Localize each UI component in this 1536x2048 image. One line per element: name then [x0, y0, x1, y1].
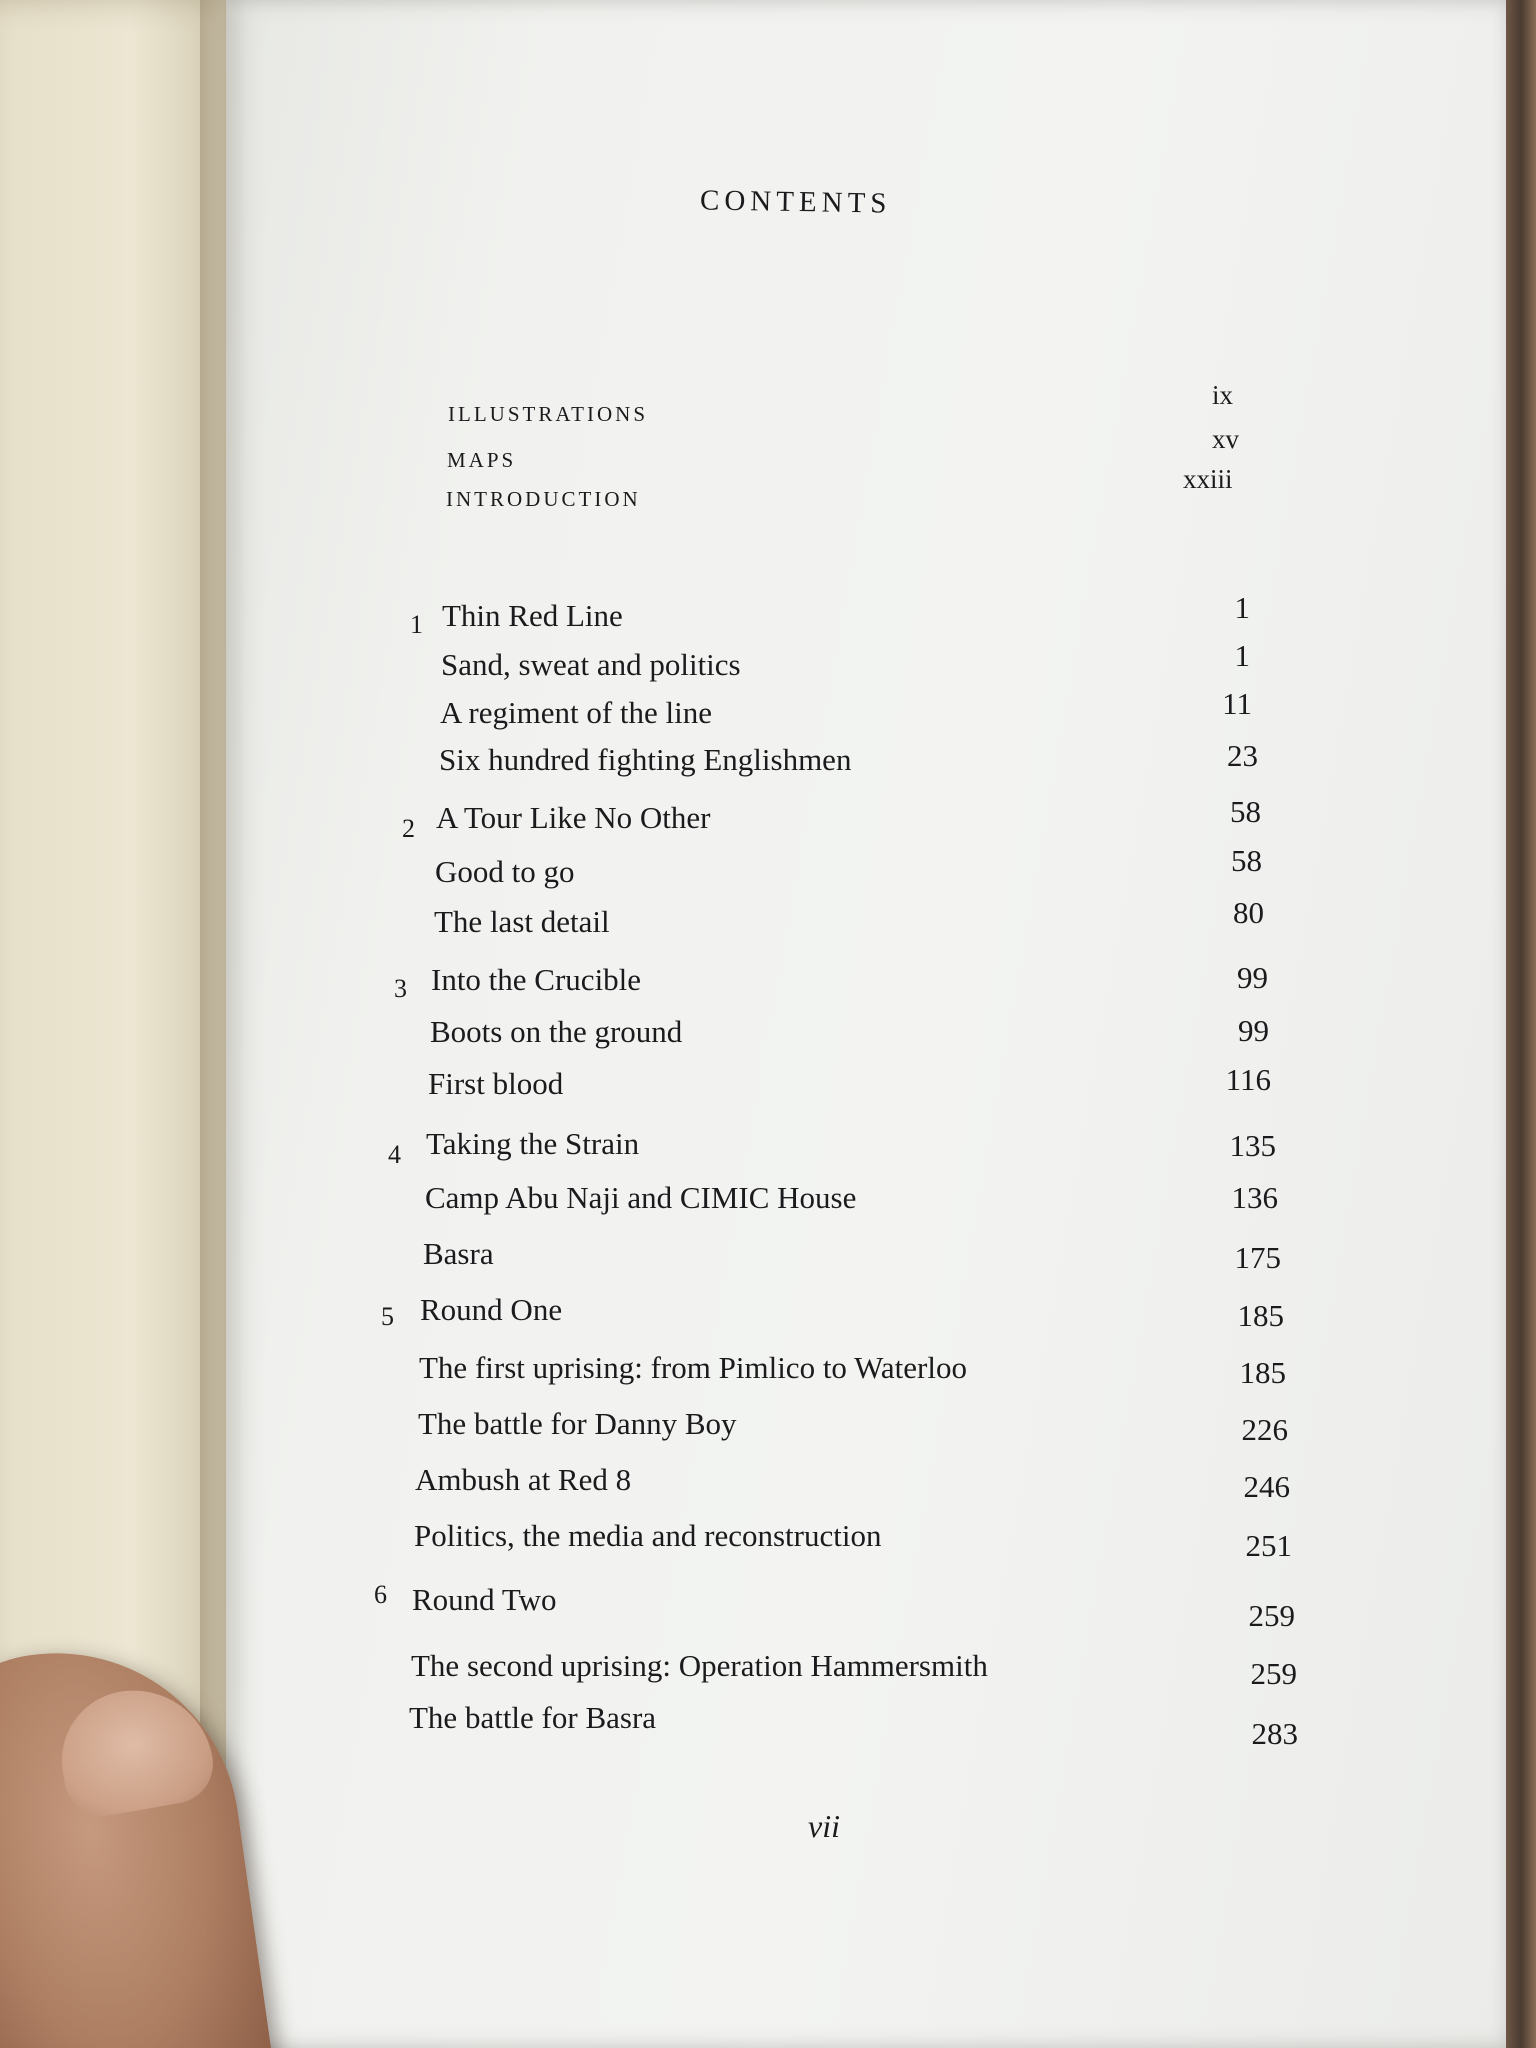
- chapter-title: Round One: [420, 1292, 563, 1327]
- section-title: Sand, sweat and politics: [441, 647, 741, 682]
- section-title: The battle for Danny Boy: [418, 1406, 737, 1441]
- section-title: Six hundred fighting Englishmen: [439, 742, 852, 777]
- front-matter-page-maps: xv: [1212, 424, 1239, 454]
- chapter-page: 259: [1248, 1598, 1295, 1633]
- chapter-number: 5: [381, 1302, 394, 1331]
- chapter-number: 4: [388, 1140, 401, 1169]
- section-page: 259: [1250, 1656, 1297, 1691]
- section-title: A regiment of the line: [440, 695, 713, 730]
- section-page: 226: [1241, 1412, 1288, 1447]
- chapter-number: 2: [402, 814, 415, 843]
- page-number: vii: [808, 1808, 840, 1844]
- chapter-title: A Tour Like No Other: [436, 800, 711, 835]
- section-title: The first uprising: from Pimlico to Waterloo: [419, 1350, 967, 1385]
- section-page: 23: [1227, 738, 1258, 773]
- front-matter-label-illustrations: ILLUSTRATIONS: [448, 402, 648, 426]
- front-matter-page-introduction: xxiii: [1183, 464, 1233, 494]
- section-page: 11: [1222, 686, 1252, 721]
- section-page: 1: [1234, 638, 1250, 673]
- section-title: Boots on the ground: [430, 1014, 683, 1049]
- section-title: The second uprising: Operation Hammersmith: [411, 1648, 988, 1683]
- section-page: 80: [1233, 895, 1264, 930]
- chapter-page: 135: [1229, 1128, 1276, 1163]
- chapter-title: Thin Red Line: [442, 598, 623, 633]
- chapter-number: 1: [410, 610, 423, 639]
- contents-heading: CONTENTS: [699, 184, 892, 220]
- chapter-number: 6: [374, 1580, 387, 1609]
- chapter-page: 1: [1234, 590, 1250, 625]
- section-title: First blood: [428, 1066, 564, 1101]
- chapter-number: 3: [394, 974, 407, 1003]
- chapter-page: 99: [1237, 960, 1268, 995]
- chapter-title: Round Two: [412, 1582, 557, 1617]
- front-matter-label-introduction: INTRODUCTION: [446, 487, 641, 511]
- section-page: 185: [1239, 1355, 1286, 1390]
- section-title: The last detail: [434, 904, 610, 939]
- section-page: 251: [1245, 1528, 1292, 1563]
- section-title: The battle for Basra: [409, 1700, 657, 1735]
- section-title: Politics, the media and reconstruction: [414, 1518, 882, 1553]
- section-page: 116: [1225, 1062, 1271, 1097]
- section-page: 136: [1231, 1180, 1278, 1215]
- section-page: 99: [1238, 1013, 1269, 1048]
- section-page: 246: [1243, 1469, 1290, 1504]
- chapter-page: 185: [1237, 1298, 1284, 1333]
- chapter-page: 58: [1230, 794, 1261, 829]
- section-page: 175: [1234, 1240, 1281, 1275]
- chapter-title: Taking the Strain: [426, 1126, 640, 1161]
- front-matter-page-illustrations: ix: [1212, 380, 1234, 410]
- section-title: Ambush at Red 8: [415, 1462, 632, 1497]
- section-title: Basra: [423, 1236, 494, 1271]
- section-page: 58: [1231, 843, 1262, 878]
- section-page: 283: [1251, 1716, 1298, 1751]
- section-title: Camp Abu Naji and CIMIC House: [425, 1180, 857, 1215]
- front-matter-label-maps: MAPS: [447, 448, 517, 472]
- section-title: Good to go: [435, 854, 575, 889]
- chapter-title: Into the Crucible: [431, 962, 642, 997]
